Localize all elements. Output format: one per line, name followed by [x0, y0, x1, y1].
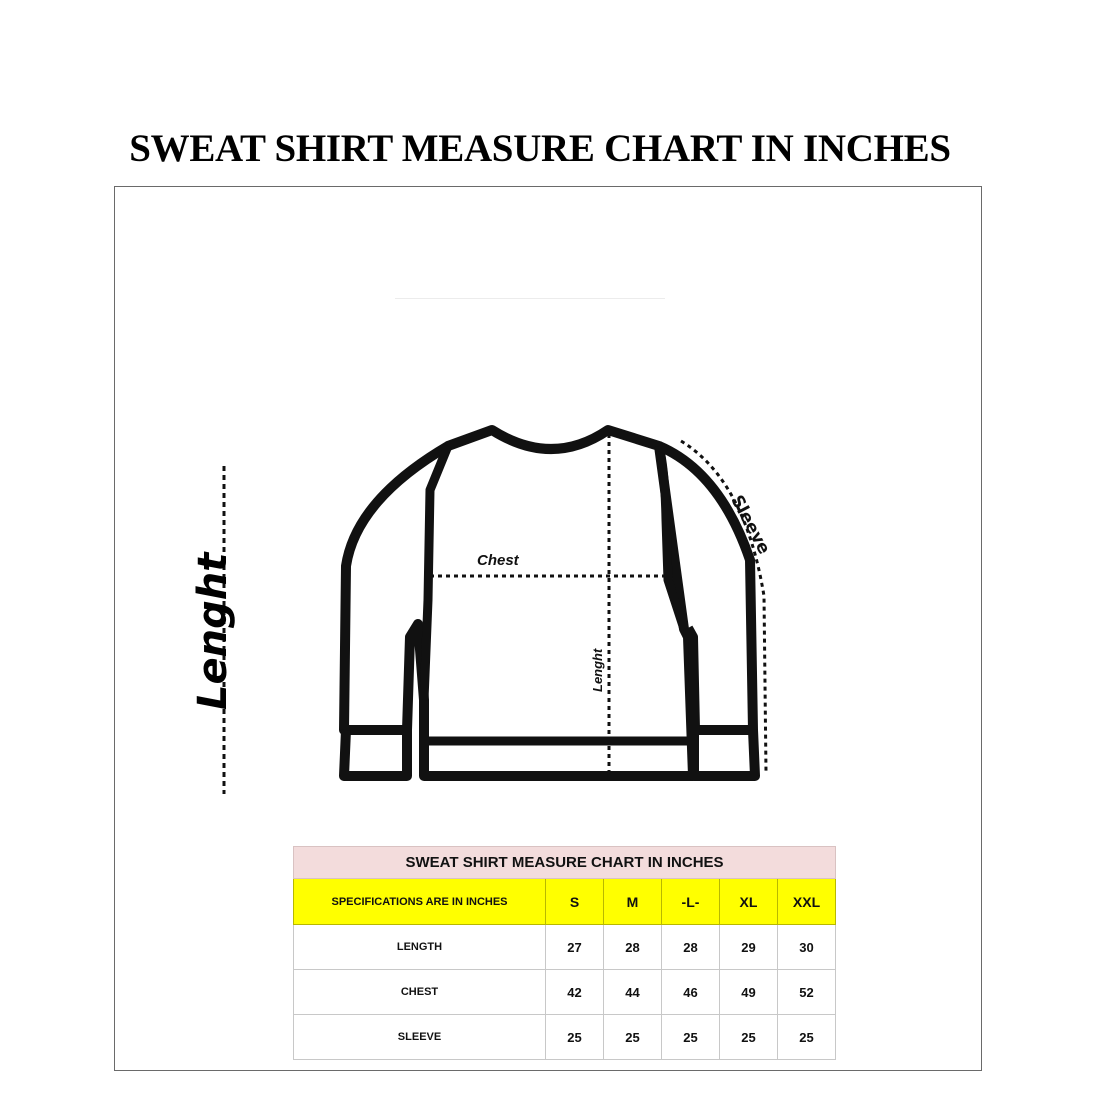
- size-header: XXL: [778, 879, 836, 925]
- table-row: [294, 1015, 836, 1060]
- table-cell: 25: [720, 1015, 778, 1060]
- size-table: [293, 846, 836, 1060]
- size-header: -L-: [662, 879, 720, 925]
- table-cell: 27: [546, 925, 604, 970]
- table-cell: 25: [778, 1015, 836, 1060]
- table-cell: 42: [546, 970, 604, 1015]
- size-header: S: [546, 879, 604, 925]
- table-cell: 25: [604, 1015, 662, 1060]
- table-cell: 49: [720, 970, 778, 1015]
- row-label: CHEST: [294, 970, 546, 1015]
- table-cell: 30: [778, 925, 836, 970]
- sweatshirt-outline: [344, 430, 693, 776]
- table-cell: 52: [778, 970, 836, 1015]
- table-caption: SWEAT SHIRT MEASURE CHART IN INCHES: [294, 847, 836, 879]
- chest-label: Chest: [477, 552, 519, 569]
- right-cuff: [694, 730, 755, 776]
- row-label: LENGTH: [294, 925, 546, 970]
- table-cell: 28: [604, 925, 662, 970]
- table-cell: 25: [662, 1015, 720, 1060]
- sleeve-label: Sleeve: [726, 492, 774, 558]
- size-header: XL: [720, 879, 778, 925]
- table-cell: 25: [546, 1015, 604, 1060]
- table-cell: 28: [662, 925, 720, 970]
- table-row: [294, 925, 836, 970]
- size-header: M: [604, 879, 662, 925]
- table-row: [294, 970, 836, 1015]
- table-cell: 44: [604, 970, 662, 1015]
- inner-length-label: Lenght: [590, 648, 605, 692]
- row-label: SLEEVE: [294, 1015, 546, 1060]
- left-sleeve-seam: [424, 446, 448, 700]
- table-cell: 46: [662, 970, 720, 1015]
- table-caption-row: [294, 847, 836, 879]
- left-cuff: [344, 730, 407, 776]
- table-cell: 29: [720, 925, 778, 970]
- page-title: SWEAT SHIRT MEASURE CHART IN INCHES: [129, 127, 951, 170]
- spec-header: SPECIFICATIONS ARE IN INCHES: [294, 879, 546, 925]
- length-label: Lenght: [190, 552, 236, 710]
- table-header-row: [294, 879, 836, 925]
